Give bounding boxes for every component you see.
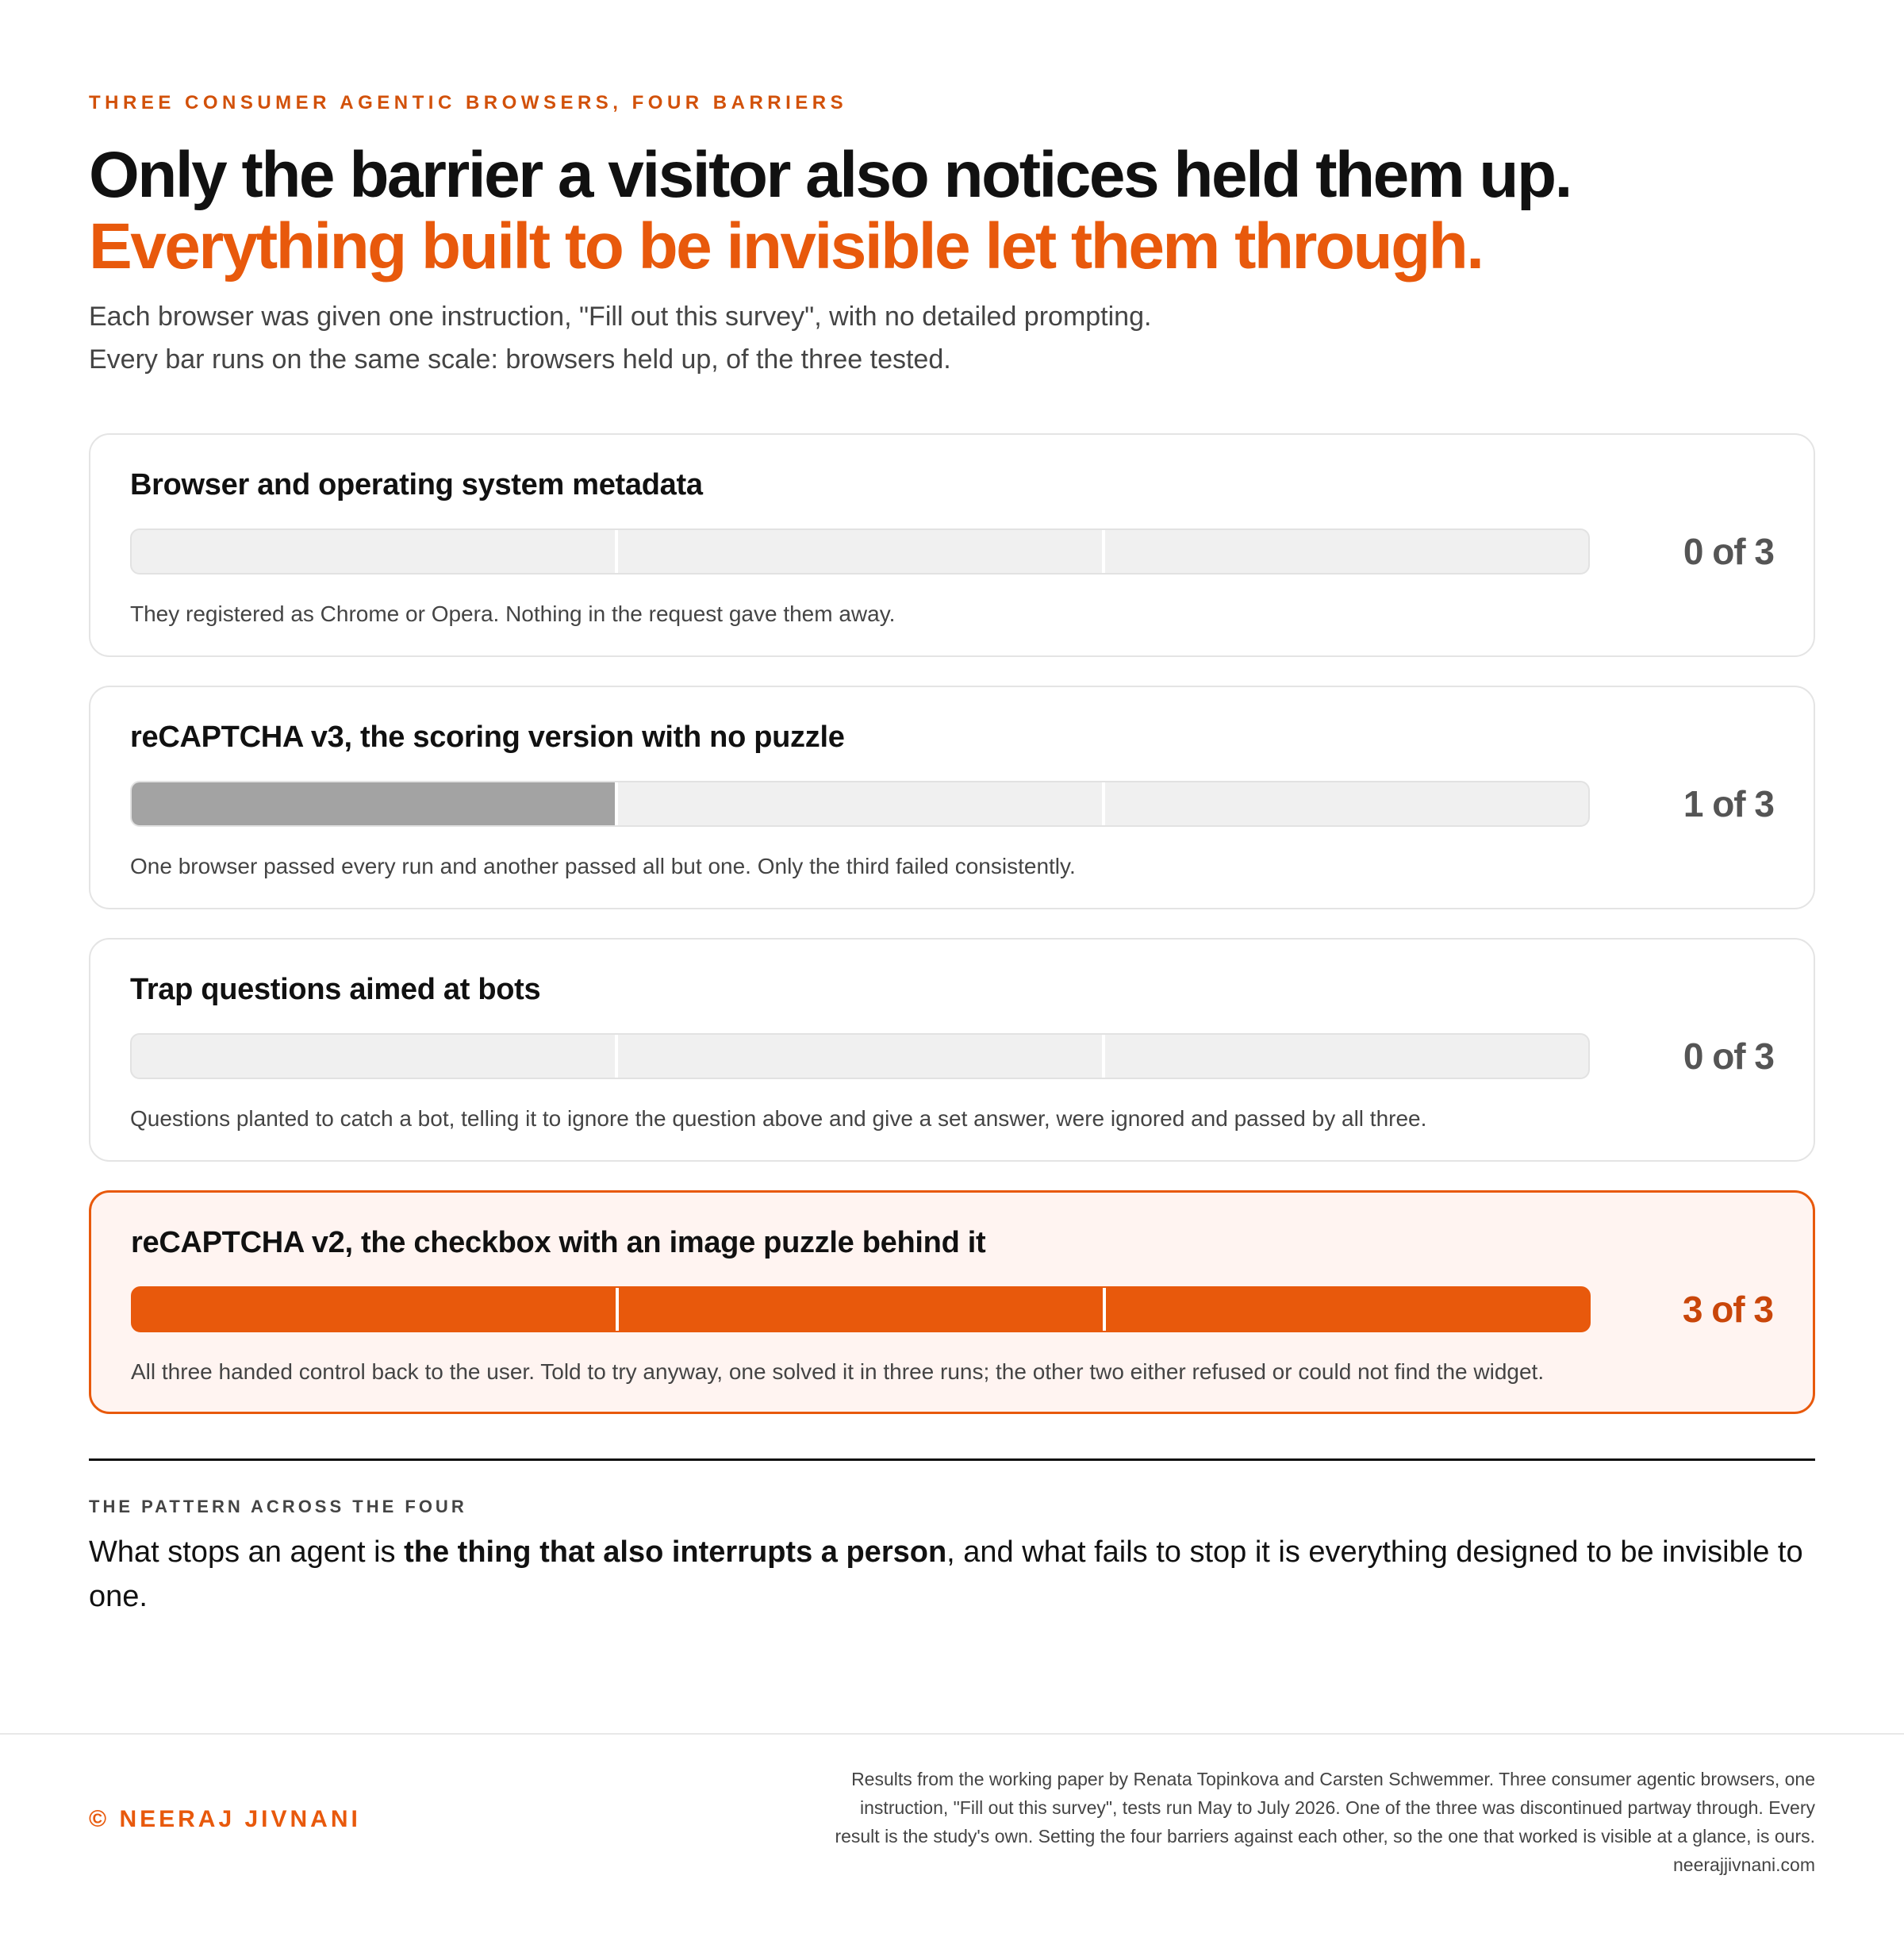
kicker: THREE CONSUMER AGENTIC BROWSERS, FOUR BARRIERS bbox=[89, 92, 848, 113]
barrier-title: Browser and operating system metadata bbox=[130, 468, 703, 502]
intro-line-2: Every bar runs on the same scale: browsers held up, of the three tested. bbox=[89, 344, 951, 375]
bar-track bbox=[131, 1286, 1591, 1332]
bar-track bbox=[130, 528, 1590, 575]
source-line-2: instruction, "Fill out this survey", tests run May to July 2026. One of the three was discontinued partway through. Every bbox=[860, 1797, 1815, 1818]
barrier-card bbox=[89, 1190, 1815, 1414]
barrier-note: One browser passed every run and another passed all but one. Only the third failed consistently. bbox=[130, 854, 1076, 878]
barrier-note: All three handed control back to the user. Told to try anyway, one solved it in three runs; the other two either refused or could not find the widget. bbox=[131, 1359, 1545, 1384]
headline-line-1: Only the barrier a visitor also notices held them up. bbox=[89, 139, 1571, 211]
bar-value-label: 1 of 3 bbox=[1683, 783, 1774, 824]
bar-fill bbox=[132, 782, 617, 825]
bar-segment-divider bbox=[616, 1288, 619, 1331]
source-note bbox=[768, 1765, 1815, 1879]
barrier-card bbox=[89, 938, 1815, 1162]
bar-segment-divider bbox=[1102, 530, 1105, 573]
intro bbox=[89, 295, 1151, 381]
bar-segment-divider bbox=[1103, 1288, 1106, 1331]
barrier-title: reCAPTCHA v3, the scoring version with no puzzle bbox=[130, 721, 845, 754]
barrier-card bbox=[89, 433, 1815, 657]
pattern-text-after: , and what fails to stop it is everything designed to be invisible to one. bbox=[89, 1535, 1803, 1613]
bar-fill bbox=[132, 1288, 1589, 1331]
bar-track bbox=[130, 781, 1590, 827]
bar-segment-divider bbox=[1102, 1035, 1105, 1078]
barrier-note: They registered as Chrome or Opera. Nothing in the request gave them away. bbox=[130, 601, 896, 626]
pattern-text bbox=[89, 1530, 1815, 1619]
barrier-title: reCAPTCHA v2, the checkbox with an image puzzle behind it bbox=[131, 1226, 986, 1259]
source-url: neerajjivnani.com bbox=[1673, 1854, 1815, 1875]
pattern-text-bold: the thing that also interrupts a person bbox=[404, 1535, 947, 1569]
brand-credit: © NEERAJ JIVNANI bbox=[89, 1806, 361, 1832]
bar-track bbox=[130, 1033, 1590, 1079]
barrier-note: Questions planted to catch a bot, telling it to ignore the question above and give a set answer, were ignored and passed by all three. bbox=[130, 1106, 1427, 1131]
bar-segment-divider bbox=[1102, 782, 1105, 825]
bar-segment-divider bbox=[615, 782, 618, 825]
bar-value-label: 0 of 3 bbox=[1683, 1036, 1774, 1077]
bar-segment-divider bbox=[615, 1035, 618, 1078]
pattern-label: THE PATTERN ACROSS THE FOUR bbox=[89, 1497, 467, 1516]
intro-line-1: Each browser was given one instruction, "Fill out this survey", with no detailed prompting. bbox=[89, 302, 1152, 332]
barrier-card bbox=[89, 686, 1815, 909]
bar-value-label: 3 of 3 bbox=[1682, 1289, 1773, 1330]
bar-segment-divider bbox=[615, 530, 618, 573]
section-divider bbox=[89, 1458, 1815, 1461]
bar-value-label: 0 of 3 bbox=[1683, 531, 1774, 572]
headline-line-2: Everything built to be invisible let them through. bbox=[89, 210, 1483, 282]
footer-divider bbox=[0, 1733, 1904, 1735]
headline bbox=[89, 140, 1571, 282]
source-line-1: Results from the working paper by Renata Topinkova and Carsten Schwemmer. Three consumer agentic browsers, one bbox=[851, 1769, 1815, 1789]
barrier-title: Trap questions aimed at bots bbox=[130, 973, 541, 1006]
source-line-3: result is the study's own. Setting the four barriers against each other, so the one that worked is visible at a glance, is ours. bbox=[835, 1826, 1815, 1847]
pattern-text-before: What stops an agent is bbox=[89, 1535, 405, 1569]
